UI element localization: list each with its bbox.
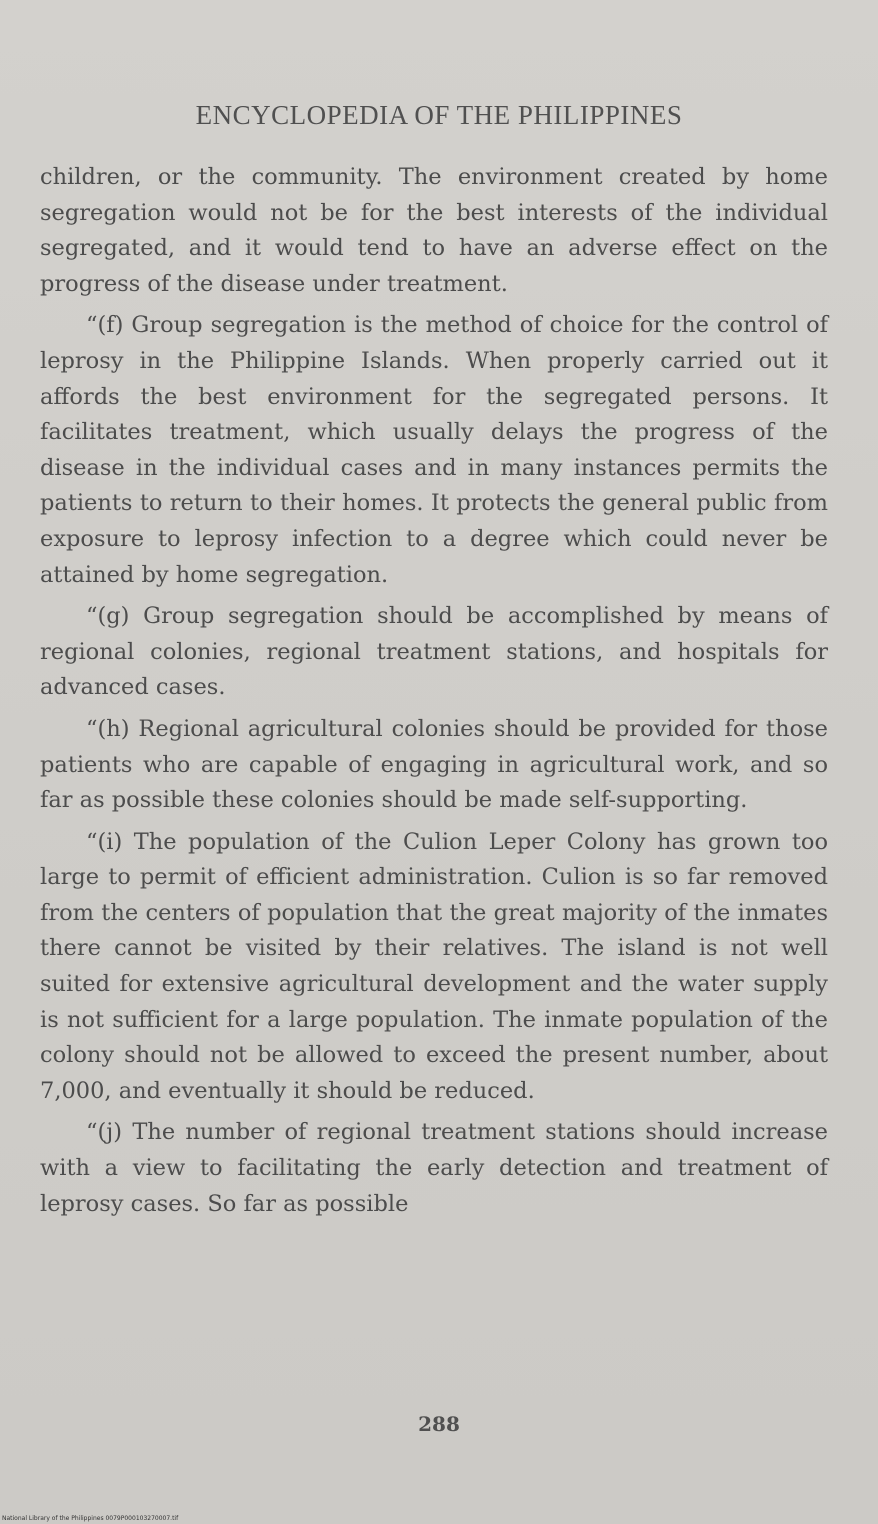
paragraph-g: “(g) Group segregation should be accomplished by means of regional colonies, regional treatment stations, and hospitals for advanced cases. [40, 603, 828, 701]
paragraph-continued: children, or the community. The environment created by home segregation would not be for the best interests of the individual segregated, and it would tend to have an adverse effect on the progress of the disease under treatment. [40, 164, 828, 297]
scan-stamp: National Library of the Philippines 0079P000103270007.tif [2, 1515, 179, 1522]
paragraph-i: “(i) The population of the Culion Leper Colony has grown too large to permit of efficient administration. Culion is so far removed from the centers of population that the great majority of the inmates there cannot be visited by their relatives. The island is not well suited for extensive agricultural development and the water supply is not sufficient for a large population. The inmate population of the colony should not be allowed to exceed the present number, about 7,000, and eventually it should be reduced. [40, 828, 828, 1104]
page-number: 288 [418, 1412, 460, 1436]
paragraph-j: “(j) The number of regional treatment stations should increase with a view to facilitating the early detection and treatment of leprosy cases. So far as possible [40, 1119, 828, 1217]
paragraph-h: “(h) Regional agricultural colonies should be provided for those patients who are capable of engaging in agricultural work, and so far as possible these colonies should be made self-supporting. [40, 715, 828, 814]
body-text [40, 160, 828, 1228]
paragraph-f: “(f) Group segregation is the method of choice for the control of leprosy in the Philippine Islands. When properly carried out it affords the best environment for the segregated persons. It facilitates treatment, which usually delays the progress of the disease in the individual cases and in many instances permits the patients to return to their homes. It protects the general public from exposure to leprosy infection to a degree which could never be attained by home segregation. [40, 312, 828, 588]
running-header: ENCYCLOPEDIA OF THE PHILIPPINES [195, 100, 683, 130]
